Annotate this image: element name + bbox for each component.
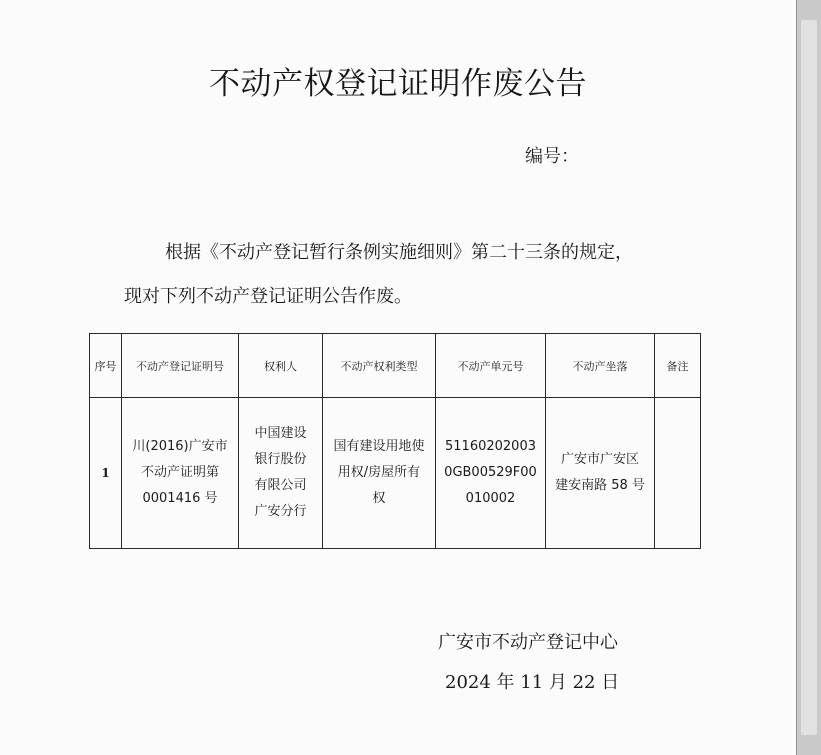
cell-line: 银行股份 [254,452,307,467]
issuing-organization: 广安市不动产登记中心 [438,632,618,653]
page-title: 不动产权登记证明作废公告 [209,66,587,102]
cell-index: 1 [90,398,122,549]
vertical-scrollbar[interactable] [797,0,821,755]
notice-paragraph-2: 现对下列不动产登记证明公告作废。 [124,286,412,307]
header-certificate-no: 不动产登记证明号 [122,334,239,398]
cell-line: 广安分行 [254,504,307,519]
header-holder: 权利人 [239,334,323,398]
void-certificate-table [89,333,701,549]
header-location: 不动产坐落 [546,334,655,398]
issue-date: 2024 年 11 月 22 日 [445,672,620,693]
cell-remark [655,398,701,549]
notice-paragraph-1: 根据《不动产登记暂行条例实施细则》第二十三条的规定， [165,242,633,263]
cell-line: 有限公司 [254,478,307,493]
cell-line: 51160202003 [445,439,536,454]
scrollbar-thumb[interactable] [801,20,817,735]
cell-right-type [323,398,436,549]
cell-line: 不动产证明第 [140,465,219,480]
cell-line: 权 [372,491,386,506]
cell-line: 010002 [465,491,516,506]
cell-line: 中国建设 [254,426,307,441]
table-row [90,398,701,549]
header-unit-no: 不动产单元号 [436,334,546,398]
table-header-row [90,334,701,398]
cell-location [546,398,655,549]
cell-unit-no [436,398,546,549]
cell-line: 0001416 号 [142,491,218,506]
cell-line: 用权/房屋所有 [337,465,421,480]
cell-line: 广安市广安区 [560,452,639,467]
cell-line: 0GB00529F00 [444,465,537,480]
cell-holder [239,398,323,549]
cell-certificate-no [122,398,239,549]
cell-line: 国有建设用地使 [333,439,425,454]
cell-line: 川(2016)广安市 [132,439,228,454]
header-remark: 备注 [655,334,701,398]
header-index: 序号 [90,334,122,398]
cell-line: 建安南路 58 号 [555,478,645,493]
document-number-label: 编号： [525,146,579,167]
header-right-type: 不动产权利类型 [323,334,436,398]
